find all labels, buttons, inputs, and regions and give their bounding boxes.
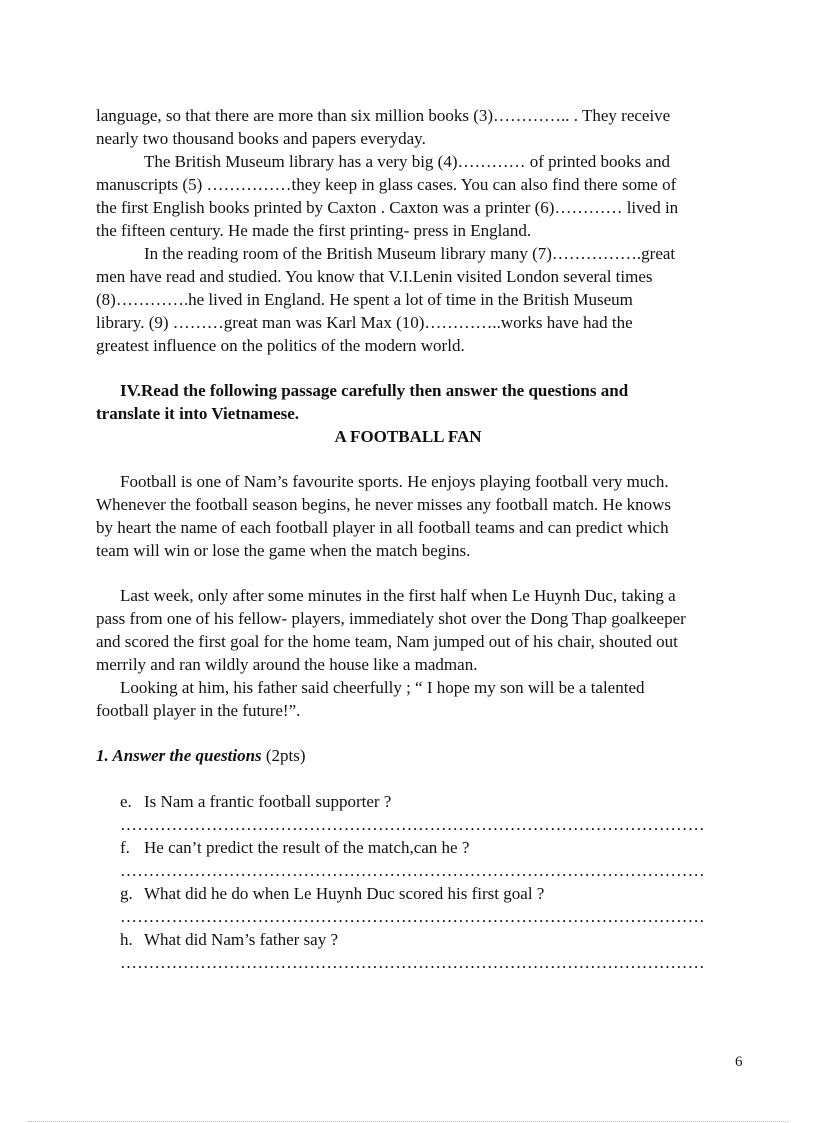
paragraph-line: team will win or lose the game when the match begins. — [96, 541, 471, 560]
question-text: He can’t predict the result of the match,can he ? — [144, 838, 470, 857]
section-heading: IV.Read the following passage carefully then answer the questions and — [120, 381, 629, 400]
question-g — [120, 882, 544, 905]
paragraph-line: Football is one of Nam’s favourite sports. He enjoys playing football very much. — [120, 472, 669, 491]
passage-line: The British Museum library has a very big (4)………… of printed books and — [144, 152, 670, 171]
question-text: What did he do when Le Huynh Duc scored his first goal ? — [144, 884, 545, 903]
section-heading-cont: translate it into Vietnamese. — [96, 404, 300, 423]
paragraph-line: football player in the future!”. — [96, 701, 301, 720]
answer-line[interactable]: ………………………………………………………………………………………… — [120, 815, 705, 834]
passage-line: the first English books printed by Caxton . Caxton was a printer (6)………… lived in — [96, 198, 679, 217]
question-letter: f. — [120, 838, 130, 857]
question-text: What did Nam’s father say ? — [144, 930, 339, 949]
question-letter: h. — [120, 930, 133, 949]
answer-line[interactable]: ………………………………………………………………………………………… — [120, 953, 705, 972]
passage-line: In the reading room of the British Museum library many (7)…………….great — [144, 244, 676, 263]
answer-line[interactable]: ………………………………………………………………………………………… — [120, 861, 705, 880]
passage-line: language, so that there are more than six million books (3)………….. . They receive — [96, 106, 671, 125]
passage-line: (8)………….he lived in England. He spent a lot of time in the British Museum — [96, 290, 633, 309]
passage-line: manuscripts (5) ……………they keep in glass cases. You can also find there some of — [96, 175, 677, 194]
passage-line: nearly two thousand books and papers everyday. — [96, 129, 426, 148]
passage-title: A FOOTBALL FAN — [334, 427, 482, 446]
paragraph-line: Looking at him, his father said cheerfully ; “ I hope my son will be a talented — [120, 678, 645, 697]
paragraph-line: pass from one of his fellow- players, immediately shot over the Dong Thap goalkeeper — [96, 609, 686, 628]
paragraph-line: Last week, only after some minutes in the first half when Le Huynh Duc, taking a — [120, 586, 676, 605]
answer-heading-label: 1. Answer the questions — [96, 746, 262, 765]
passage-line: the fifteen century. He made the first printing- press in England. — [96, 221, 532, 240]
question-f — [120, 836, 469, 859]
question-text: Is Nam a frantic football supporter ? — [144, 792, 392, 811]
passage-line: greatest influence on the politics of the modern world. — [96, 336, 465, 355]
question-e — [120, 790, 391, 813]
paragraph-line: and scored the first goal for the home team, Nam jumped out of his chair, shouted out — [96, 632, 678, 651]
question-h — [120, 928, 338, 951]
answer-line[interactable]: ………………………………………………………………………………………… — [120, 907, 705, 926]
passage-line: men have read and studied. You know that V.I.Lenin visited London several times — [96, 267, 653, 286]
paragraph-line: by heart the name of each football player in all football teams and can predict which — [96, 518, 669, 537]
question-letter: g. — [120, 884, 133, 903]
page-number: 6 — [735, 1054, 743, 1070]
passage-line: library. (9) ………great man was Karl Max (10)…………..works have had the — [96, 313, 633, 332]
paragraph-line: Whenever the football season begins, he never misses any football match. He knows — [96, 495, 672, 514]
question-letter: e. — [120, 792, 132, 811]
answer-heading — [96, 744, 306, 767]
answer-points: (2pts) — [261, 746, 306, 765]
paragraph-line: merrily and ran wildly around the house like a madman. — [96, 655, 478, 674]
page-bottom-rule — [28, 1121, 788, 1122]
